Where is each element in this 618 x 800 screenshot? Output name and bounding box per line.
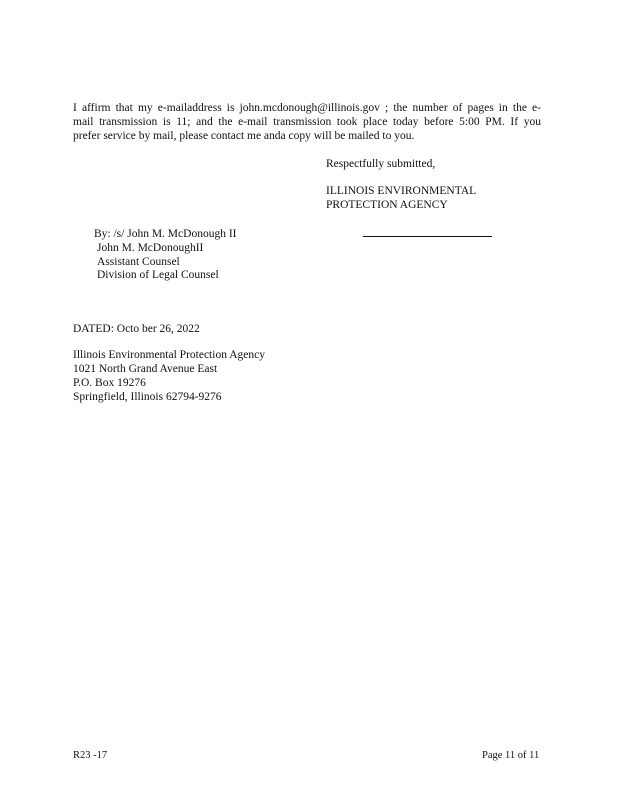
address-line-2: 1021 North Grand Avenue East bbox=[73, 363, 218, 375]
agency-name-line-2: PROTECTION AGENCY bbox=[326, 199, 448, 211]
signature-rule bbox=[363, 236, 492, 237]
dated-line: DATED: Octo ber 26, 2022 bbox=[73, 323, 200, 335]
agency-name-line-1: ILLINOIS ENVIRONMENTAL bbox=[326, 185, 477, 197]
address-line-3: P.O. Box 19276 bbox=[73, 377, 146, 389]
signer-division: Division of Legal Counsel bbox=[97, 269, 219, 281]
address-line-4: Springfield, Illinois 62794-9276 bbox=[73, 391, 222, 403]
affirmation-line-2: mail transmission is 11; and the e-mail transmission took place today before 5:00 PM. If you bbox=[73, 116, 541, 128]
affirmation-line-1: I affirm that my e-mailaddress is john.mcdonough@illinois.gov ; the number of pages in the e- bbox=[73, 102, 541, 114]
footer-docket: R23 -17 bbox=[73, 750, 108, 761]
footer-page-number: Page 11 of 11 bbox=[482, 750, 540, 761]
signer-name: John M. McDonoughII bbox=[97, 242, 204, 254]
address-line-1: Illinois Environmental Protection Agency bbox=[73, 349, 265, 361]
by-line: By: /s/ John M. McDonough II bbox=[94, 228, 237, 240]
signer-title: Assistant Counsel bbox=[97, 256, 180, 268]
affirmation-line-3: prefer service by mail, please contact me anda copy will be mailed to you. bbox=[73, 130, 415, 142]
affirmation-paragraph bbox=[73, 101, 541, 143]
closing: Respectfully submitted, bbox=[326, 158, 436, 170]
